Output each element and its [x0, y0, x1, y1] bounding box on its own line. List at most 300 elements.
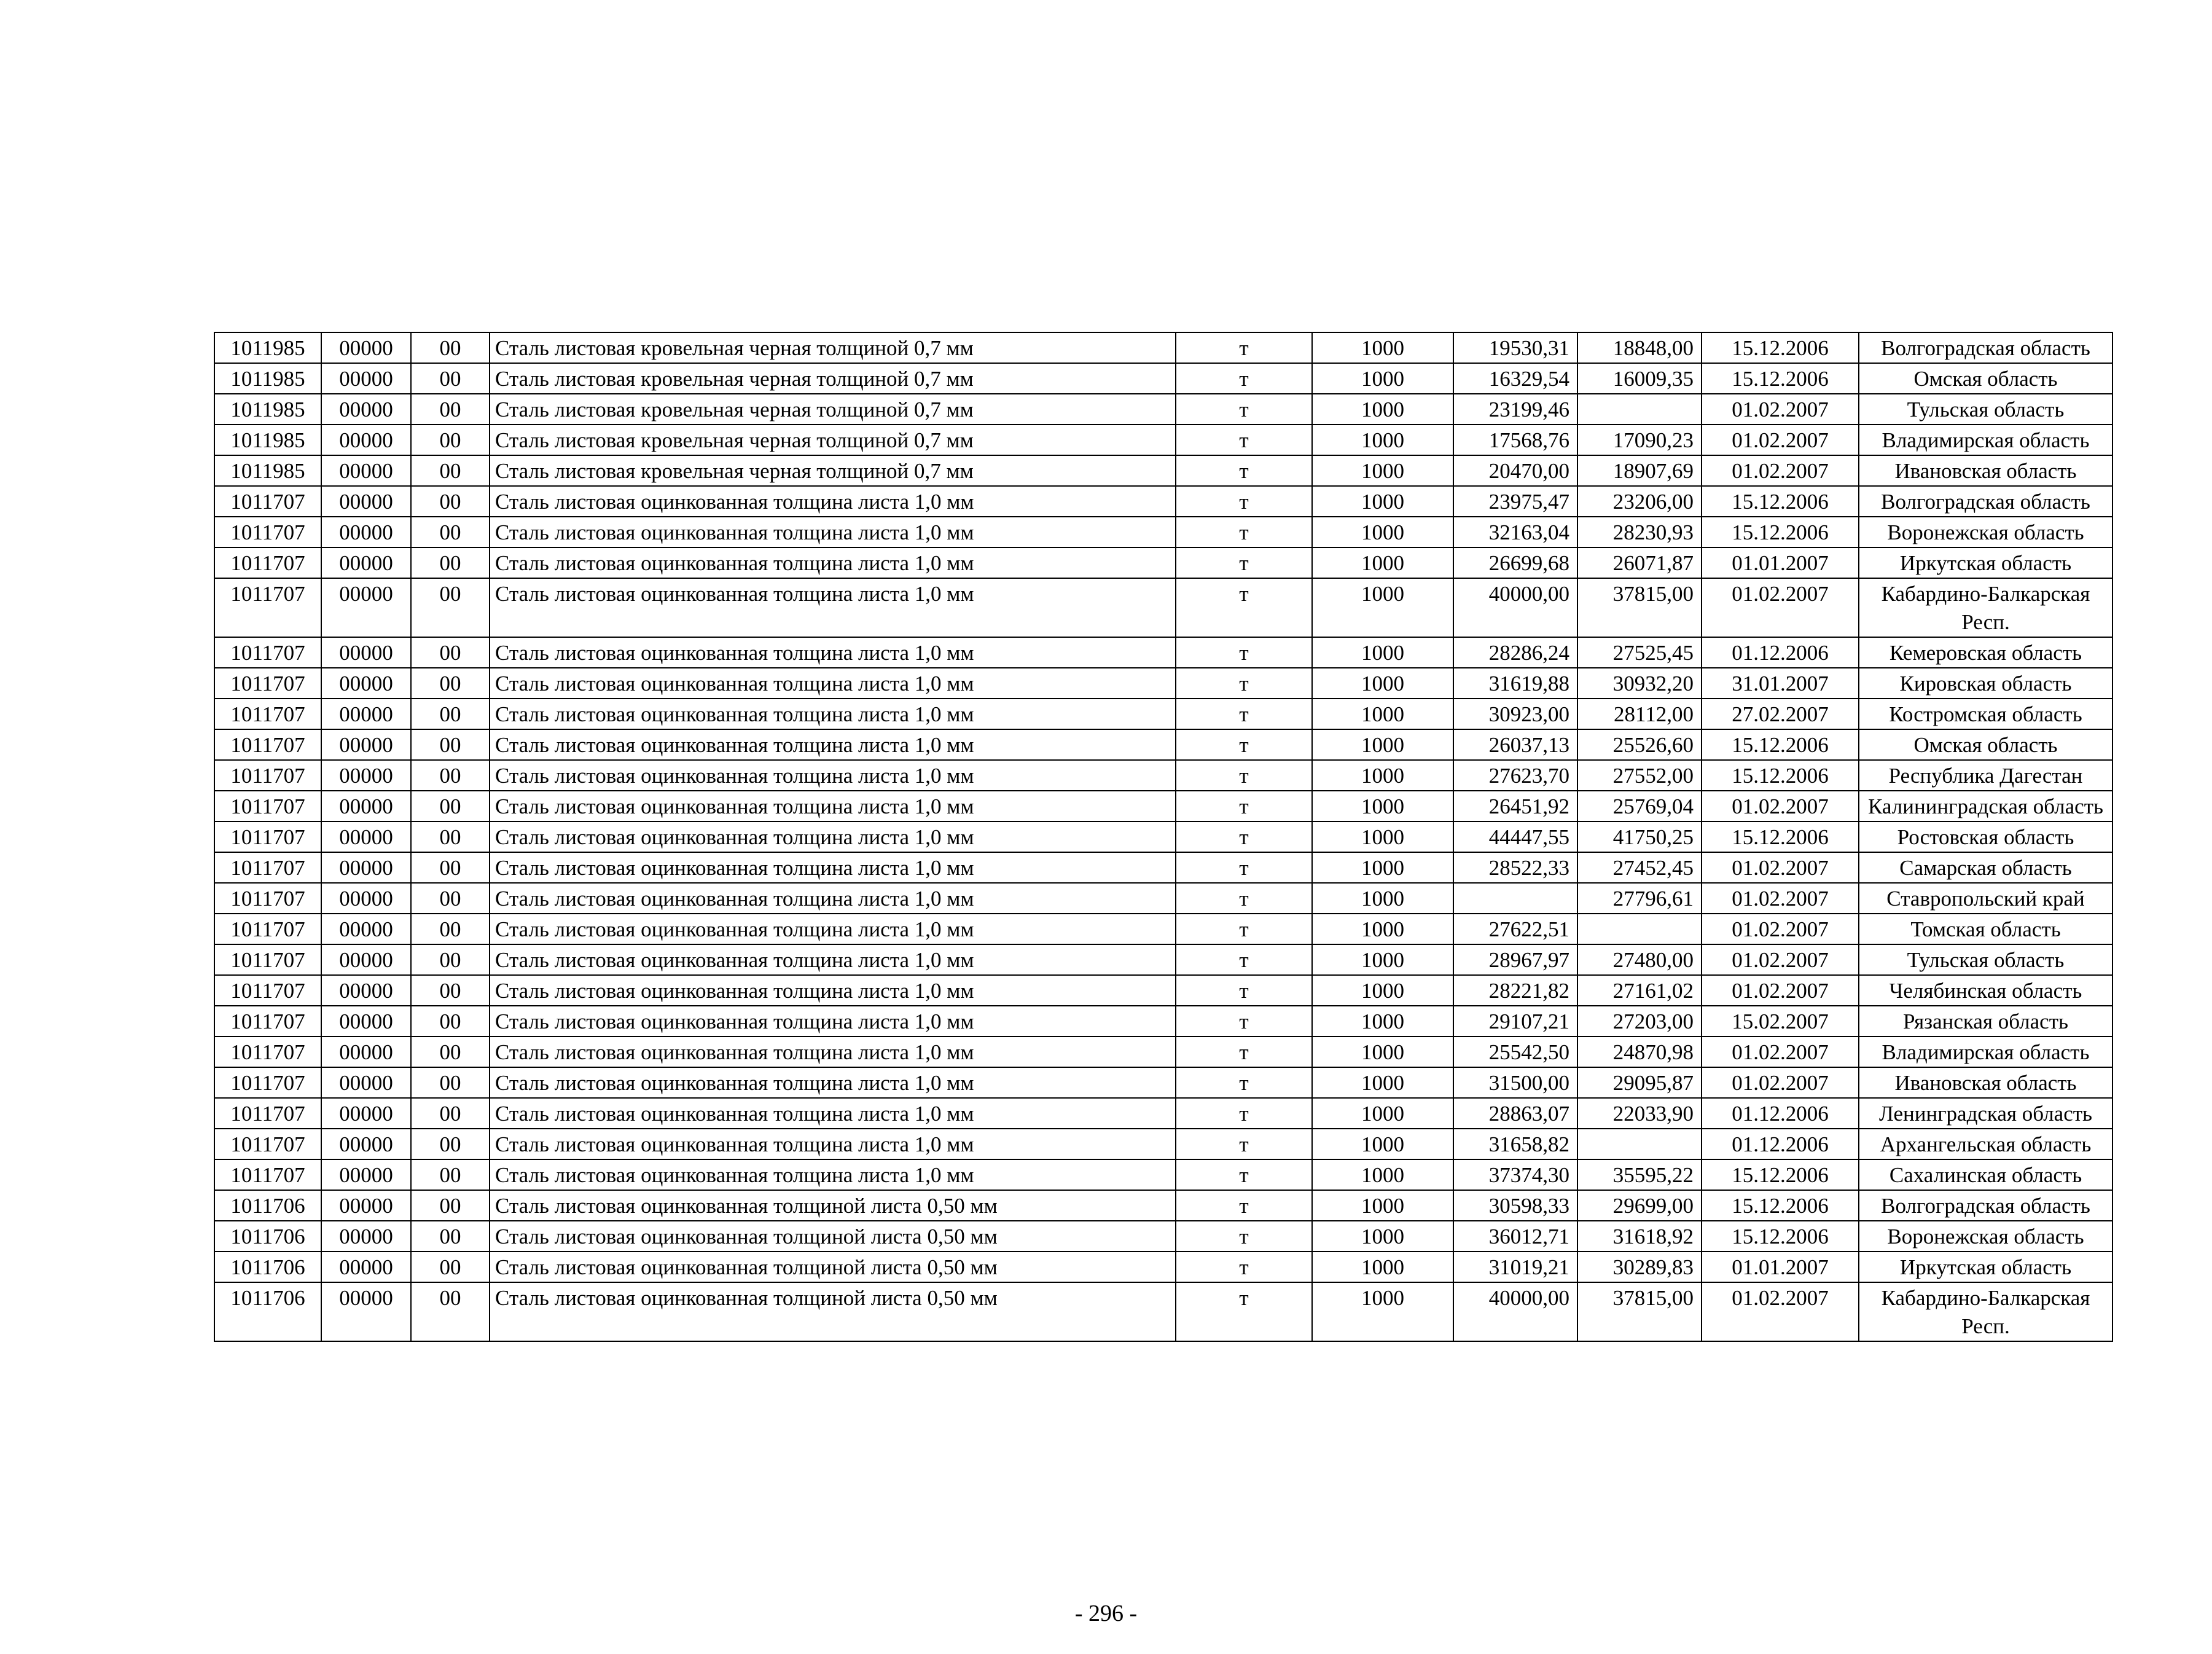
region-cell: Республика Дагестан [1859, 760, 2112, 791]
product-code-cell: 1011985 [214, 425, 321, 455]
price-2-cell: 24870,98 [1577, 1037, 1702, 1067]
table-row [214, 729, 2112, 760]
product-code-cell: 1011707 [214, 852, 321, 883]
price-2-cell: 16009,35 [1577, 363, 1702, 394]
subcode-cell: 00000 [321, 363, 411, 394]
table-row [214, 760, 2112, 791]
region-cell: Ростовская область [1859, 821, 2112, 852]
product-code-cell: 1011706 [214, 1252, 321, 1282]
region-cell: Кемеровская область [1859, 637, 2112, 668]
product-code-cell: 1011707 [214, 1159, 321, 1190]
product-code-cell: 1011707 [214, 1037, 321, 1067]
product-name-cell: Сталь листовая кровельная черная толщиной 0,7 мм [490, 394, 1176, 425]
table-row [214, 455, 2112, 486]
date-cell: 31.01.2007 [1702, 668, 1859, 699]
subcode-cell: 00000 [321, 578, 411, 637]
subcode-cell: 00000 [321, 975, 411, 1006]
kind-code-cell: 00 [411, 517, 490, 547]
region-cell: Омская область [1859, 729, 2112, 760]
date-cell: 15.02.2007 [1702, 1006, 1859, 1037]
kind-code-cell: 00 [411, 668, 490, 699]
table-row [214, 1067, 2112, 1098]
region-cell: Костромская область [1859, 699, 2112, 729]
price-1-cell: 30598,33 [1453, 1190, 1577, 1221]
unit-cell: т [1176, 486, 1312, 517]
price-2-cell: 41750,25 [1577, 821, 1702, 852]
kind-code-cell: 00 [411, 486, 490, 517]
price-2-cell: 25769,04 [1577, 791, 1702, 821]
subcode-cell: 00000 [321, 914, 411, 944]
unit-cell: т [1176, 699, 1312, 729]
kind-code-cell: 00 [411, 394, 490, 425]
date-cell: 15.12.2006 [1702, 332, 1859, 363]
date-cell: 15.12.2006 [1702, 517, 1859, 547]
product-code-cell: 1011707 [214, 486, 321, 517]
quantity-cell: 1000 [1312, 975, 1453, 1006]
table-row [214, 578, 2112, 637]
product-name-cell: Сталь листовая оцинкованная толщина листа 1,0 мм [490, 1067, 1176, 1098]
date-cell: 01.02.2007 [1702, 1067, 1859, 1098]
subcode-cell: 00000 [321, 486, 411, 517]
price-2-cell: 37815,00 [1577, 578, 1702, 637]
table-row [214, 1190, 2112, 1221]
subcode-cell: 00000 [321, 1037, 411, 1067]
price-1-cell: 17568,76 [1453, 425, 1577, 455]
unit-cell: т [1176, 760, 1312, 791]
product-name-cell: Сталь листовая оцинкованная толщина листа 1,0 мм [490, 944, 1176, 975]
unit-cell: т [1176, 1067, 1312, 1098]
product-code-cell: 1011706 [214, 1221, 321, 1252]
subcode-cell: 00000 [321, 517, 411, 547]
kind-code-cell: 00 [411, 699, 490, 729]
product-name-cell: Сталь листовая оцинкованная толщиной листа 0,50 мм [490, 1252, 1176, 1282]
price-1-cell: 16329,54 [1453, 363, 1577, 394]
kind-code-cell: 00 [411, 1159, 490, 1190]
price-1-cell: 26699,68 [1453, 547, 1577, 578]
price-2-cell: 29699,00 [1577, 1190, 1702, 1221]
price-2-cell: 26071,87 [1577, 547, 1702, 578]
subcode-cell: 00000 [321, 791, 411, 821]
product-name-cell: Сталь листовая оцинкованная толщина листа 1,0 мм [490, 1159, 1176, 1190]
product-code-cell: 1011706 [214, 1190, 321, 1221]
table-row [214, 1252, 2112, 1282]
price-2-cell: 25526,60 [1577, 729, 1702, 760]
quantity-cell: 1000 [1312, 455, 1453, 486]
table-row [214, 1129, 2112, 1159]
date-cell: 01.12.2006 [1702, 1098, 1859, 1129]
date-cell: 01.02.2007 [1702, 852, 1859, 883]
quantity-cell: 1000 [1312, 944, 1453, 975]
kind-code-cell: 00 [411, 1129, 490, 1159]
kind-code-cell: 00 [411, 944, 490, 975]
price-2-cell: 37815,00 [1577, 1282, 1702, 1341]
unit-cell: т [1176, 668, 1312, 699]
product-name-cell: Сталь листовая оцинкованная толщина листа 1,0 мм [490, 699, 1176, 729]
kind-code-cell: 00 [411, 791, 490, 821]
price-1-cell: 23199,46 [1453, 394, 1577, 425]
table-row [214, 547, 2112, 578]
subcode-cell: 00000 [321, 637, 411, 668]
kind-code-cell: 00 [411, 852, 490, 883]
table-row [214, 975, 2112, 1006]
kind-code-cell: 00 [411, 547, 490, 578]
date-cell: 15.12.2006 [1702, 1221, 1859, 1252]
product-name-cell: Сталь листовая оцинкованная толщина листа 1,0 мм [490, 668, 1176, 699]
date-cell: 01.01.2007 [1702, 1252, 1859, 1282]
unit-cell: т [1176, 944, 1312, 975]
price-1-cell: 20470,00 [1453, 455, 1577, 486]
price-2-cell: 30289,83 [1577, 1252, 1702, 1282]
product-code-cell: 1011707 [214, 791, 321, 821]
price-1-cell: 28221,82 [1453, 975, 1577, 1006]
product-name-cell: Сталь листовая оцинкованная толщина листа 1,0 мм [490, 486, 1176, 517]
region-cell: Самарская область [1859, 852, 2112, 883]
product-name-cell: Сталь листовая кровельная черная толщиной 0,7 мм [490, 363, 1176, 394]
unit-cell: т [1176, 547, 1312, 578]
product-code-cell: 1011707 [214, 699, 321, 729]
quantity-cell: 1000 [1312, 1098, 1453, 1129]
price-1-cell: 27623,70 [1453, 760, 1577, 791]
price-2-cell: 27452,45 [1577, 852, 1702, 883]
date-cell: 01.12.2006 [1702, 637, 1859, 668]
subcode-cell: 00000 [321, 668, 411, 699]
price-2-cell [1577, 914, 1702, 944]
subcode-cell: 00000 [321, 729, 411, 760]
price-1-cell: 25542,50 [1453, 1037, 1577, 1067]
subcode-cell: 00000 [321, 1159, 411, 1190]
region-cell: Сахалинская область [1859, 1159, 2112, 1190]
price-2-cell: 27552,00 [1577, 760, 1702, 791]
product-name-cell: Сталь листовая оцинкованная толщина листа 1,0 мм [490, 821, 1176, 852]
table-row [214, 332, 2112, 363]
region-cell: Челябинская область [1859, 975, 2112, 1006]
price-1-cell: 31658,82 [1453, 1129, 1577, 1159]
product-name-cell: Сталь листовая оцинкованная толщина листа 1,0 мм [490, 852, 1176, 883]
table-row [214, 1221, 2112, 1252]
price-2-cell [1577, 1129, 1702, 1159]
region-cell: Ставропольский край [1859, 883, 2112, 914]
region-cell: Волгоградская область [1859, 486, 2112, 517]
kind-code-cell: 00 [411, 883, 490, 914]
price-1-cell: 44447,55 [1453, 821, 1577, 852]
date-cell: 01.02.2007 [1702, 914, 1859, 944]
product-name-cell: Сталь листовая оцинкованная толщина листа 1,0 мм [490, 883, 1176, 914]
unit-cell: т [1176, 791, 1312, 821]
quantity-cell: 1000 [1312, 1037, 1453, 1067]
quantity-cell: 1000 [1312, 332, 1453, 363]
product-name-cell: Сталь листовая оцинкованная толщиной листа 0,50 мм [490, 1221, 1176, 1252]
product-name-cell: Сталь листовая оцинкованная толщина листа 1,0 мм [490, 1098, 1176, 1129]
table-row [214, 517, 2112, 547]
date-cell: 15.12.2006 [1702, 1159, 1859, 1190]
product-name-cell: Сталь листовая оцинкованная толщина листа 1,0 мм [490, 637, 1176, 668]
region-cell: Воронежская область [1859, 1221, 2112, 1252]
unit-cell: т [1176, 455, 1312, 486]
quantity-cell: 1000 [1312, 363, 1453, 394]
quantity-cell: 1000 [1312, 1159, 1453, 1190]
unit-cell: т [1176, 729, 1312, 760]
product-name-cell: Сталь листовая оцинкованная толщина листа 1,0 мм [490, 760, 1176, 791]
unit-cell: т [1176, 1037, 1312, 1067]
price-1-cell: 37374,30 [1453, 1159, 1577, 1190]
quantity-cell: 1000 [1312, 852, 1453, 883]
quantity-cell: 1000 [1312, 791, 1453, 821]
table-row [214, 914, 2112, 944]
price-1-cell: 31019,21 [1453, 1252, 1577, 1282]
product-code-cell: 1011985 [214, 363, 321, 394]
table-row [214, 363, 2112, 394]
kind-code-cell: 00 [411, 455, 490, 486]
table-row [214, 852, 2112, 883]
product-code-cell: 1011707 [214, 517, 321, 547]
product-code-cell: 1011707 [214, 668, 321, 699]
region-cell: Иркутская область [1859, 547, 2112, 578]
quantity-cell: 1000 [1312, 486, 1453, 517]
date-cell: 15.12.2006 [1702, 1190, 1859, 1221]
region-cell: Ивановская область [1859, 455, 2112, 486]
product-name-cell: Сталь листовая оцинкованная толщиной листа 0,50 мм [490, 1282, 1176, 1341]
product-name-cell: Сталь листовая оцинкованная толщина листа 1,0 мм [490, 517, 1176, 547]
table-row [214, 1098, 2112, 1129]
price-1-cell: 31500,00 [1453, 1067, 1577, 1098]
region-cell: Калининградская область [1859, 791, 2112, 821]
kind-code-cell: 00 [411, 1190, 490, 1221]
price-table-body [214, 332, 2112, 1341]
product-code-cell: 1011707 [214, 975, 321, 1006]
quantity-cell: 1000 [1312, 821, 1453, 852]
table-row [214, 883, 2112, 914]
unit-cell: т [1176, 332, 1312, 363]
unit-cell: т [1176, 852, 1312, 883]
product-code-cell: 1011707 [214, 729, 321, 760]
price-2-cell: 28230,93 [1577, 517, 1702, 547]
region-cell: Ленинградская область [1859, 1098, 2112, 1129]
product-name-cell: Сталь листовая кровельная черная толщиной 0,7 мм [490, 425, 1176, 455]
quantity-cell: 1000 [1312, 578, 1453, 637]
product-code-cell: 1011707 [214, 883, 321, 914]
price-1-cell: 26451,92 [1453, 791, 1577, 821]
price-1-cell: 40000,00 [1453, 1282, 1577, 1341]
subcode-cell: 00000 [321, 1282, 411, 1341]
price-1-cell: 40000,00 [1453, 578, 1577, 637]
price-1-cell: 29107,21 [1453, 1006, 1577, 1037]
subcode-cell: 00000 [321, 547, 411, 578]
kind-code-cell: 00 [411, 332, 490, 363]
kind-code-cell: 00 [411, 363, 490, 394]
price-2-cell: 27480,00 [1577, 944, 1702, 975]
price-2-cell: 31618,92 [1577, 1221, 1702, 1252]
product-code-cell: 1011706 [214, 1282, 321, 1341]
date-cell: 01.02.2007 [1702, 394, 1859, 425]
region-cell: Ивановская область [1859, 1067, 2112, 1098]
price-1-cell: 28522,33 [1453, 852, 1577, 883]
unit-cell: т [1176, 1129, 1312, 1159]
product-name-cell: Сталь листовая оцинкованная толщина листа 1,0 мм [490, 1037, 1176, 1067]
date-cell: 01.02.2007 [1702, 455, 1859, 486]
kind-code-cell: 00 [411, 1067, 490, 1098]
region-cell: Иркутская область [1859, 1252, 2112, 1282]
quantity-cell: 1000 [1312, 883, 1453, 914]
quantity-cell: 1000 [1312, 729, 1453, 760]
unit-cell: т [1176, 425, 1312, 455]
table-row [214, 425, 2112, 455]
price-1-cell [1453, 883, 1577, 914]
subcode-cell: 00000 [321, 760, 411, 791]
subcode-cell: 00000 [321, 699, 411, 729]
price-1-cell: 30923,00 [1453, 699, 1577, 729]
product-code-cell: 1011707 [214, 821, 321, 852]
page-number: - 296 - [1074, 1601, 1138, 1626]
table-row [214, 394, 2112, 425]
price-2-cell: 29095,87 [1577, 1067, 1702, 1098]
price-1-cell: 23975,47 [1453, 486, 1577, 517]
unit-cell: т [1176, 1190, 1312, 1221]
price-2-cell: 28112,00 [1577, 699, 1702, 729]
price-2-cell: 18848,00 [1577, 332, 1702, 363]
table-row [214, 944, 2112, 975]
price-1-cell: 28286,24 [1453, 637, 1577, 668]
date-cell: 01.02.2007 [1702, 975, 1859, 1006]
subcode-cell: 00000 [321, 425, 411, 455]
region-cell: Рязанская область [1859, 1006, 2112, 1037]
date-cell: 01.02.2007 [1702, 791, 1859, 821]
price-1-cell: 26037,13 [1453, 729, 1577, 760]
price-2-cell: 27796,61 [1577, 883, 1702, 914]
table-row [214, 1282, 2112, 1341]
region-cell: Воронежская область [1859, 517, 2112, 547]
price-2-cell: 18907,69 [1577, 455, 1702, 486]
region-cell: Омская область [1859, 363, 2112, 394]
unit-cell: т [1176, 883, 1312, 914]
kind-code-cell: 00 [411, 1098, 490, 1129]
unit-cell: т [1176, 1221, 1312, 1252]
quantity-cell: 1000 [1312, 1252, 1453, 1282]
product-code-cell: 1011985 [214, 394, 321, 425]
date-cell: 15.12.2006 [1702, 760, 1859, 791]
table-row [214, 699, 2112, 729]
quantity-cell: 1000 [1312, 668, 1453, 699]
product-code-cell: 1011707 [214, 578, 321, 637]
date-cell: 15.12.2006 [1702, 486, 1859, 517]
product-name-cell: Сталь листовая оцинкованная толщина листа 1,0 мм [490, 547, 1176, 578]
unit-cell: т [1176, 363, 1312, 394]
product-name-cell: Сталь листовая оцинкованная толщина листа 1,0 мм [490, 729, 1176, 760]
quantity-cell: 1000 [1312, 517, 1453, 547]
price-1-cell: 31619,88 [1453, 668, 1577, 699]
kind-code-cell: 00 [411, 1006, 490, 1037]
subcode-cell: 00000 [321, 455, 411, 486]
quantity-cell: 1000 [1312, 1221, 1453, 1252]
price-1-cell: 19530,31 [1453, 332, 1577, 363]
kind-code-cell: 00 [411, 637, 490, 668]
quantity-cell: 1000 [1312, 425, 1453, 455]
unit-cell: т [1176, 975, 1312, 1006]
price-1-cell: 28967,97 [1453, 944, 1577, 975]
unit-cell: т [1176, 578, 1312, 637]
product-name-cell: Сталь листовая кровельная черная толщиной 0,7 мм [490, 455, 1176, 486]
price-2-cell [1577, 394, 1702, 425]
region-cell: Владимирская область [1859, 1037, 2112, 1067]
subcode-cell: 00000 [321, 1221, 411, 1252]
price-1-cell: 28863,07 [1453, 1098, 1577, 1129]
date-cell: 01.02.2007 [1702, 425, 1859, 455]
table-row [214, 486, 2112, 517]
product-name-cell: Сталь листовая оцинкованная толщиной листа 0,50 мм [490, 1190, 1176, 1221]
kind-code-cell: 00 [411, 1037, 490, 1067]
price-2-cell: 27525,45 [1577, 637, 1702, 668]
quantity-cell: 1000 [1312, 1282, 1453, 1341]
product-code-cell: 1011707 [214, 914, 321, 944]
quantity-cell: 1000 [1312, 394, 1453, 425]
product-code-cell: 1011707 [214, 1006, 321, 1037]
price-2-cell: 30932,20 [1577, 668, 1702, 699]
subcode-cell: 00000 [321, 883, 411, 914]
product-code-cell: 1011707 [214, 760, 321, 791]
quantity-cell: 1000 [1312, 1067, 1453, 1098]
quantity-cell: 1000 [1312, 1006, 1453, 1037]
date-cell: 01.02.2007 [1702, 883, 1859, 914]
product-code-cell: 1011707 [214, 637, 321, 668]
subcode-cell: 00000 [321, 852, 411, 883]
kind-code-cell: 00 [411, 729, 490, 760]
subcode-cell: 00000 [321, 332, 411, 363]
region-cell: Кабардино-Балкарская Респ. [1859, 1282, 2112, 1341]
product-code-cell: 1011707 [214, 547, 321, 578]
product-name-cell: Сталь листовая оцинкованная толщина листа 1,0 мм [490, 578, 1176, 637]
date-cell: 15.12.2006 [1702, 363, 1859, 394]
product-code-cell: 1011985 [214, 332, 321, 363]
price-2-cell: 23206,00 [1577, 486, 1702, 517]
product-name-cell: Сталь листовая оцинкованная толщина листа 1,0 мм [490, 975, 1176, 1006]
price-2-cell: 17090,23 [1577, 425, 1702, 455]
table-row [214, 821, 2112, 852]
subcode-cell: 00000 [321, 944, 411, 975]
quantity-cell: 1000 [1312, 1190, 1453, 1221]
unit-cell: т [1176, 821, 1312, 852]
date-cell: 15.12.2006 [1702, 729, 1859, 760]
date-cell: 01.01.2007 [1702, 547, 1859, 578]
unit-cell: т [1176, 914, 1312, 944]
quantity-cell: 1000 [1312, 699, 1453, 729]
subcode-cell: 00000 [321, 1098, 411, 1129]
quantity-cell: 1000 [1312, 547, 1453, 578]
region-cell: Тульская область [1859, 944, 2112, 975]
table-row [214, 1037, 2112, 1067]
subcode-cell: 00000 [321, 1252, 411, 1282]
price-table [214, 332, 2113, 1342]
quantity-cell: 1000 [1312, 760, 1453, 791]
unit-cell: т [1176, 1006, 1312, 1037]
kind-code-cell: 00 [411, 1221, 490, 1252]
unit-cell: т [1176, 1252, 1312, 1282]
region-cell: Волгоградская область [1859, 332, 2112, 363]
region-cell: Архангельская область [1859, 1129, 2112, 1159]
kind-code-cell: 00 [411, 821, 490, 852]
date-cell: 01.02.2007 [1702, 944, 1859, 975]
product-name-cell: Сталь листовая кровельная черная толщиной 0,7 мм [490, 332, 1176, 363]
price-2-cell: 27161,02 [1577, 975, 1702, 1006]
subcode-cell: 00000 [321, 394, 411, 425]
product-code-cell: 1011707 [214, 1129, 321, 1159]
date-cell: 01.12.2006 [1702, 1129, 1859, 1159]
date-cell: 01.02.2007 [1702, 578, 1859, 637]
price-1-cell: 27622,51 [1453, 914, 1577, 944]
region-cell: Кировская область [1859, 668, 2112, 699]
quantity-cell: 1000 [1312, 1129, 1453, 1159]
region-cell: Владимирская область [1859, 425, 2112, 455]
price-2-cell: 22033,90 [1577, 1098, 1702, 1129]
subcode-cell: 00000 [321, 1006, 411, 1037]
